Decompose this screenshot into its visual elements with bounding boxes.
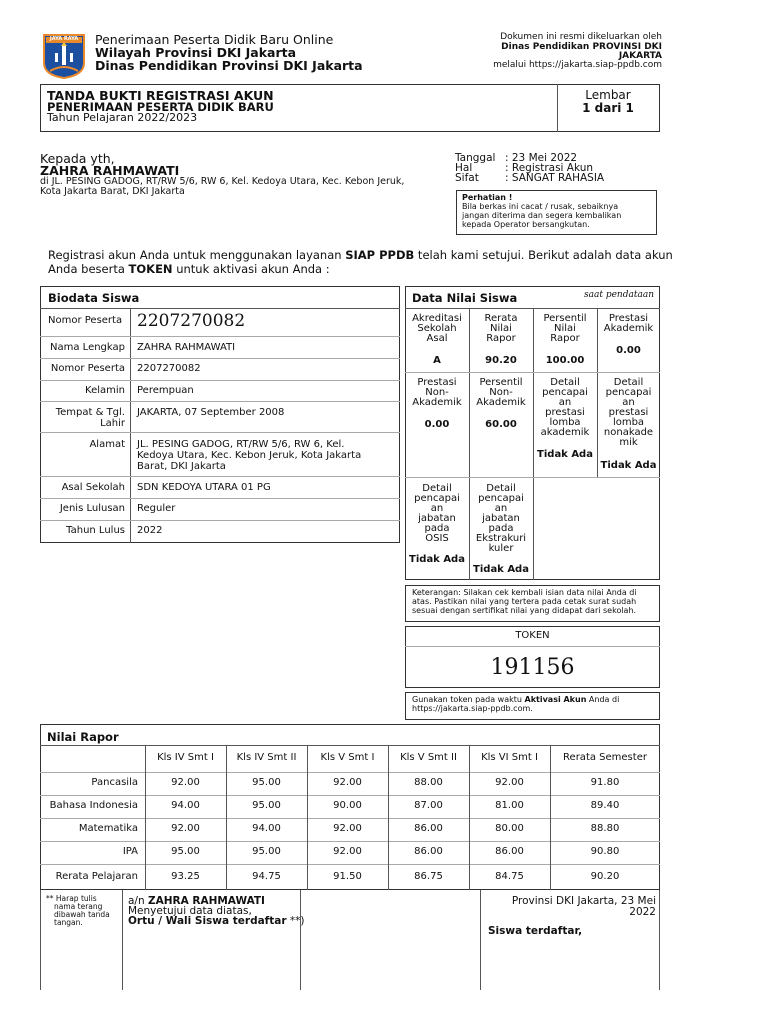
signature-siswa: Siswa terdaftar, xyxy=(488,925,583,937)
ttl-value: JAKARTA, 07 September 2008 xyxy=(137,407,285,418)
tanggal-value: : 23 Mei 2022 xyxy=(505,152,578,164)
rapor-cell: 86.00 xyxy=(414,846,443,857)
header-right1: Dokumen ini resmi dikeluarkan oleh xyxy=(500,32,662,42)
lulus-label: Tahun Lulus xyxy=(66,525,125,536)
token-value: 191156 xyxy=(490,655,575,680)
rapor-row-label: Pancasila xyxy=(91,777,138,788)
kelamin-label: Kelamin xyxy=(85,385,125,396)
header-right2: Dinas Pendidikan PROVINSI DKI xyxy=(501,42,662,52)
rapor-title: Nilai Rapor xyxy=(47,730,119,744)
nama-value: ZAHRA RAHMAWATI xyxy=(137,342,236,353)
detail-ekstra-header: Detail pencapai an jabatan pada Ekstrakuri kuler xyxy=(475,483,527,554)
akreditasi-value: A xyxy=(433,355,441,366)
signature-note-line2: nama terang xyxy=(54,902,103,911)
akreditasi-header: Akreditasi Sekolah Asal xyxy=(412,313,462,344)
rapor-cell: 94.00 xyxy=(171,800,200,811)
kelamin-value: Perempuan xyxy=(137,385,194,396)
header-line3: Dinas Pendidikan Provinsi DKI Jakarta xyxy=(95,58,363,73)
rapor-cell: 92.00 xyxy=(495,777,524,788)
alamat-value-line3: Barat, DKI Jakarta xyxy=(137,461,226,472)
recipient-address2: Kota Jakarta Barat, DKI Jakarta xyxy=(40,186,185,197)
rapor-cell: 84.75 xyxy=(495,871,524,882)
rapor-cell: 92.00 xyxy=(171,823,200,834)
rapor-cell: 94.00 xyxy=(252,823,281,834)
keterangan-line2: atas. Pastikan nilai yang tertera pada cetak surat sudah xyxy=(412,597,637,606)
rapor-cell: 88.80 xyxy=(590,823,620,834)
notice-line1: Bila berkas ini cacat / rusak, sebaiknya xyxy=(462,202,619,211)
persentil-nilai-value: 100.00 xyxy=(545,355,585,366)
salutation: Kepada yth, xyxy=(40,151,115,166)
signature-place-line2: 2022 xyxy=(629,906,656,918)
notice-line2: jangan diterima dan segera kembalikan xyxy=(462,211,622,220)
rapor-cell: 95.00 xyxy=(252,800,281,811)
detail-akademik-value: Tidak Ada xyxy=(537,449,593,460)
rapor-cell: 80.00 xyxy=(495,823,524,834)
rapor-row-label: Rerata Pelajaran xyxy=(55,871,138,882)
alamat-label: Alamat xyxy=(89,439,125,450)
rapor-cell: 93.25 xyxy=(171,871,200,882)
rapor-col-header: Kls V Smt II xyxy=(400,752,457,763)
sekolah-label: Asal Sekolah xyxy=(61,482,125,493)
detail-nonakademik-header: Detail pencapai an prestasi lomba nonakade mik xyxy=(603,377,654,448)
detail-osis-value: Tidak Ada xyxy=(409,554,465,565)
tanggal-label: Tanggal xyxy=(455,152,496,164)
signature-note-line4: tangan. xyxy=(54,918,83,927)
hal-value: : Registrasi Akun xyxy=(505,162,594,174)
sekolah-value: SDN KEDOYA UTARA 01 PG xyxy=(137,482,271,493)
persentil-non-value: 60.00 xyxy=(485,419,517,430)
rapor-cell: 95.00 xyxy=(252,777,281,788)
nomor-peserta-label2: Nomor Peserta xyxy=(50,363,125,374)
notice-title: Perhatian ! xyxy=(462,193,513,202)
rapor-cell: 92.00 xyxy=(333,823,362,834)
rapor-cell: 86.00 xyxy=(495,846,524,857)
header-right4: melalui https://jakarta.siap-ppdb.com xyxy=(493,60,662,70)
token-note-line2: https://jakarta.siap-ppdb.com. xyxy=(412,704,533,713)
rapor-cell: 86.00 xyxy=(414,823,443,834)
rapor-col-header: Kls V Smt I xyxy=(320,752,375,763)
rapor-col-header: Rerata Semester xyxy=(563,752,647,763)
ttl-label1: Tempat & Tgl. xyxy=(55,407,125,418)
title-line1: TANDA BUKTI REGISTRASI AKUN xyxy=(47,88,274,103)
prestasi-non-header: Prestasi Non- Akademik xyxy=(412,377,462,408)
ttl-label2: Lahir xyxy=(100,418,125,429)
signature-agree: Menyetujui data diatas, xyxy=(128,905,252,917)
detail-osis-header: Detail pencapai an jabatan pada OSIS xyxy=(414,483,460,544)
rapor-cell: 95.00 xyxy=(252,846,281,857)
rapor-cell: 90.20 xyxy=(590,871,620,882)
detail-akademik-header: Detail pencapai an prestasi lomba akademik xyxy=(540,377,590,438)
rapor-cell: 87.00 xyxy=(414,800,443,811)
rapor-cell: 81.00 xyxy=(495,800,524,811)
nilai-subtitle: saat pendataan xyxy=(584,290,654,300)
signature-place-line1: Provinsi DKI Jakarta, 23 Mei xyxy=(511,895,656,907)
rerata-header: Rerata Nilai Rapor xyxy=(484,313,518,344)
detail-ekstra-value: Tidak Ada xyxy=(473,564,529,575)
sifat-value: : SANGAT RAHASIA xyxy=(505,172,605,184)
header-line2: Wilayah Provinsi DKI Jakarta xyxy=(95,45,297,60)
keterangan-line1: Keterangan: Silakan cek kembali isian data nilai Anda di xyxy=(412,588,637,597)
detail-nonakademik-value: Tidak Ada xyxy=(600,460,657,471)
jenis-label: Jenis Lulusan xyxy=(59,503,125,514)
title-line2: PENERIMAAN PESERTA DIDIK BARU xyxy=(47,100,274,114)
alamat-value-line2: Kedoya Utara, Kec. Kebon Jeruk, Kota Jakarta xyxy=(137,450,362,461)
header-line1: Penerimaan Peserta Didik Baru Online xyxy=(95,32,334,47)
intro-line2: Anda beserta TOKEN untuk aktivasi akun Anda : xyxy=(48,262,330,276)
prestasi-akademik-header: Prestasi Akademik xyxy=(603,313,654,334)
dki-logo xyxy=(42,33,86,79)
rapor-cell: 89.40 xyxy=(590,800,620,811)
rapor-cell: 88.00 xyxy=(414,777,443,788)
prestasi-non-value: 0.00 xyxy=(424,419,450,430)
sheet-label: Lembar xyxy=(585,88,631,102)
rapor-cell: 90.00 xyxy=(333,800,362,811)
rapor-cell: 92.00 xyxy=(333,846,362,857)
rapor-cell: 94.75 xyxy=(252,871,281,882)
signature-an: a/n ZAHRA RAHMAWATI xyxy=(128,895,265,907)
persentil-non-header: Persentil Non- Akademik xyxy=(476,377,526,408)
rapor-row-label: Matematika xyxy=(78,823,138,834)
jenis-value: Reguler xyxy=(137,503,176,514)
nomor-peserta-big: 2207270082 xyxy=(137,311,246,331)
rapor-cell: 91.50 xyxy=(333,871,362,882)
sheet-value: 1 dari 1 xyxy=(582,101,634,115)
notice-line3: kepada Operator bersangkutan. xyxy=(462,220,590,229)
nama-label: Nama Lengkap xyxy=(50,342,125,353)
prestasi-akademik-value: 0.00 xyxy=(616,345,641,356)
rapor-cell: 92.00 xyxy=(171,777,200,788)
signature-note-line3: dibawah tanda xyxy=(54,910,110,919)
rapor-cell: 92.00 xyxy=(333,777,362,788)
hal-label: Hal xyxy=(455,162,473,174)
persentil-nilai-header: Persentil Nilai Rapor xyxy=(543,313,587,344)
rapor-col-header: Kls IV Smt II xyxy=(236,752,297,763)
rapor-cell: 90.80 xyxy=(590,846,620,857)
alamat-value-line1: JL. PESING GADOG, RT/RW 5/6, RW 6, Kel. xyxy=(137,439,345,450)
signature-ortu: Ortu / Wali Siswa terdaftar **) xyxy=(128,915,305,927)
sifat-label: Sifat xyxy=(455,172,479,184)
lulus-value: 2022 xyxy=(137,525,163,536)
recipient-name: ZAHRA RAHMAWATI xyxy=(40,163,180,178)
rapor-cell: 95.00 xyxy=(171,846,200,857)
biodata-title: Biodata Siswa xyxy=(48,291,140,305)
nilai-title: Data Nilai Siswa xyxy=(412,291,518,305)
logo-text: JAYA RAYA xyxy=(49,36,79,42)
rerata-value: 90.20 xyxy=(485,355,517,366)
intro-line1: Registrasi akun Anda untuk menggunakan layanan SIAP PPDB telah kami setujui. Berikut adalah data akun xyxy=(48,248,673,262)
rapor-cell: 91.80 xyxy=(590,777,620,788)
header-right3: JAKARTA xyxy=(618,51,662,61)
token-label: TOKEN xyxy=(515,630,550,641)
rapor-cell: 86.75 xyxy=(414,871,443,882)
title-year: Tahun Pelajaran 2022/2023 xyxy=(47,111,198,124)
rapor-row-label: Bahasa Indonesia xyxy=(49,800,138,811)
nomor-peserta-label: Nomor Peserta xyxy=(48,315,123,326)
signature-note-line1: ** Harap tulis xyxy=(46,894,97,903)
rapor-row-label: IPA xyxy=(122,846,138,857)
nomor-peserta-value2: 2207270082 xyxy=(137,363,201,374)
token-note-line1: Gunakan token pada waktu Aktivasi Akun Anda di xyxy=(412,695,620,704)
recipient-address1: di JL. PESING GADOG, RT/RW 5/6, RW 6, Kel. Kedoya Utara, Kec. Kebon Jeruk, xyxy=(40,176,405,187)
rapor-col-header: Kls IV Smt I xyxy=(157,752,214,763)
keterangan-line3: sesuai dengan sertifikat nilai yang didapat dari sekolah. xyxy=(412,606,637,615)
rapor-col-header: Kls VI Smt I xyxy=(481,752,538,763)
